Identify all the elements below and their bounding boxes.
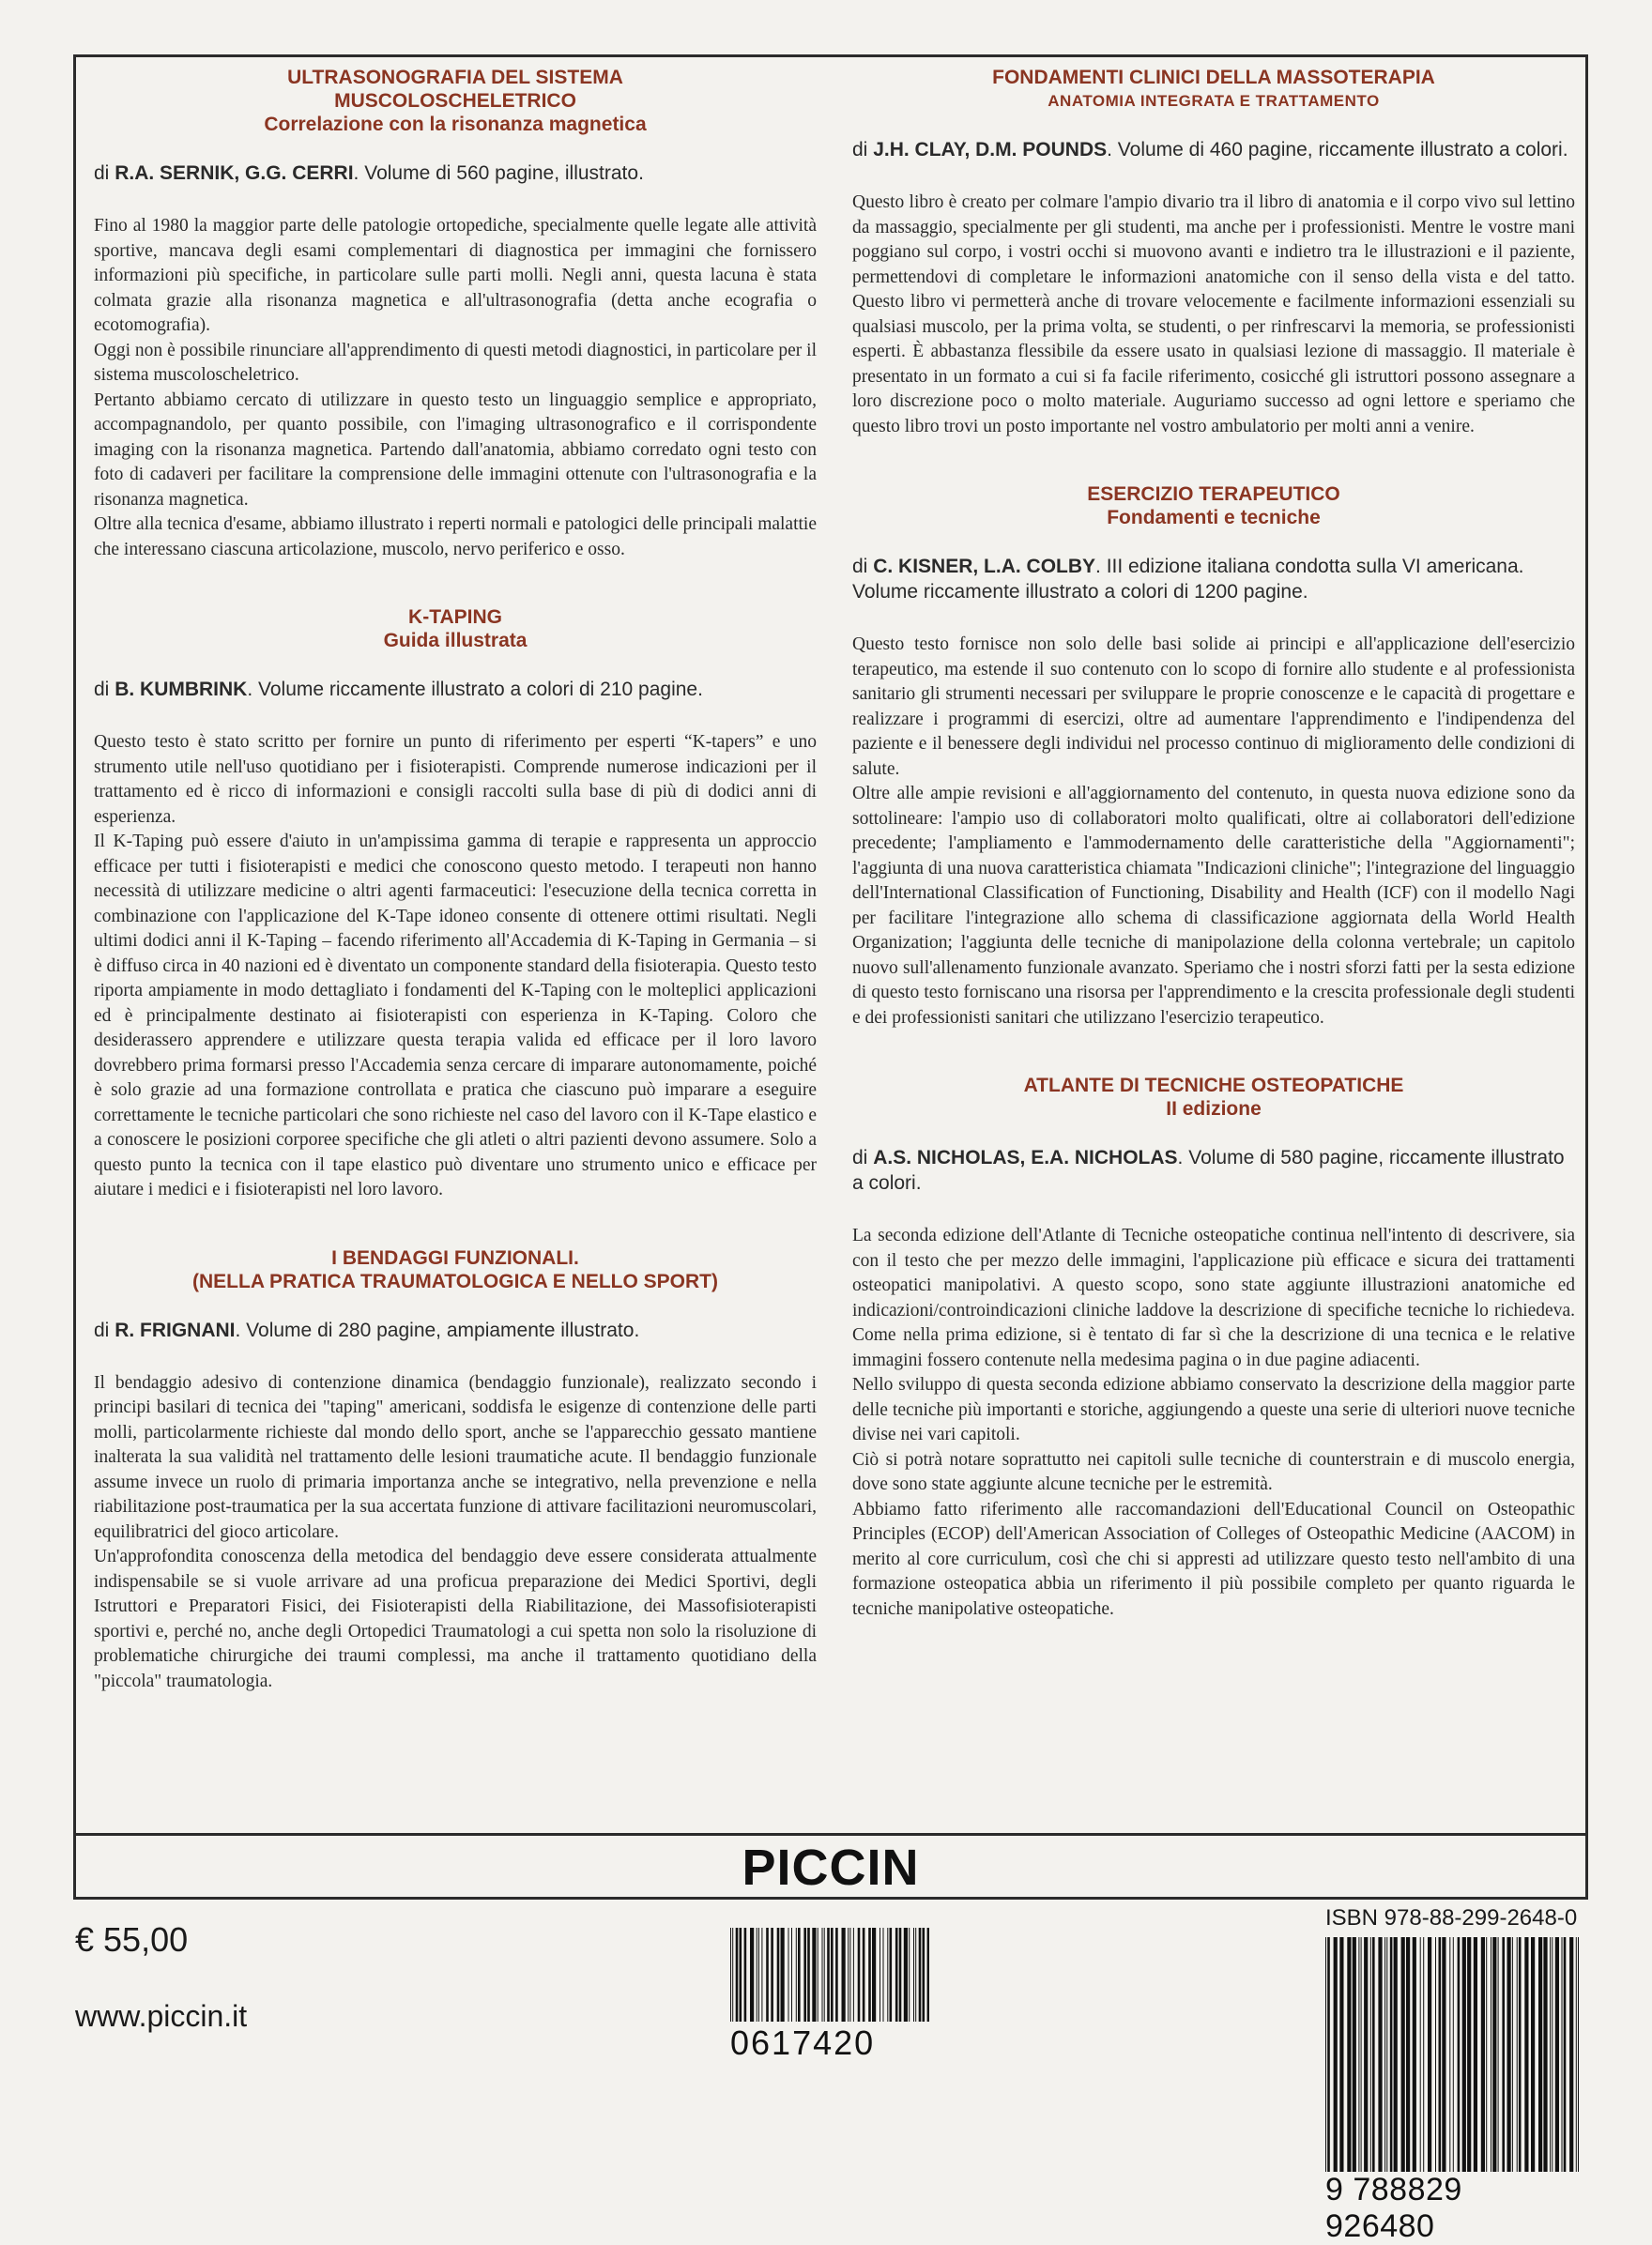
barcode-bar <box>1578 1937 1579 2172</box>
book-meta <box>852 137 1575 162</box>
meta-prefix: di <box>94 162 115 184</box>
book-authors: R.A. SERNIK, G.G. CERRI <box>115 162 354 184</box>
book-title-line: MUSCOLOSCHELETRICO <box>334 90 576 112</box>
book-authors: B. KUMBRINK <box>115 679 248 700</box>
book-description <box>852 191 1575 439</box>
barcode-bar <box>1449 1937 1450 2172</box>
barcode-bar <box>1474 1937 1477 2172</box>
book-entry <box>94 1246 817 1695</box>
barcode-bar <box>1498 1937 1499 2172</box>
book-details: . Volume di 560 pagine, illustrato. <box>353 162 644 184</box>
barcode-bar <box>858 1928 861 2022</box>
barcode-bar <box>872 1928 876 2022</box>
barcode-bar <box>777 1928 780 2022</box>
barcode-bar <box>761 1928 762 2022</box>
barcode-bar <box>1413 1937 1416 2172</box>
barcode-bar <box>1538 1937 1542 2172</box>
book-entry <box>94 66 817 562</box>
barcode-bar <box>1507 1937 1511 2172</box>
book-title-line: FONDAMENTI CLINICI DELLA MASSOTERAPIA <box>992 67 1435 88</box>
barcode-bar <box>1576 1937 1577 2172</box>
book-description <box>94 1371 817 1695</box>
barcode-bar <box>919 1928 922 2022</box>
barcode-bar <box>1406 1937 1410 2172</box>
barcode-bar <box>796 1928 797 2022</box>
barcode-bar <box>1390 1937 1393 2172</box>
barcode-icon <box>1325 1937 1581 2172</box>
barcode-bar <box>1420 1937 1421 2172</box>
barcode-bar <box>740 1928 742 2022</box>
book-description <box>852 633 1575 1031</box>
barcode-bar <box>812 1928 816 2022</box>
right-column <box>852 66 1575 1665</box>
barcode-bar <box>1372 1937 1375 2172</box>
barcode-bar <box>1550 1937 1551 2172</box>
book-title-line: ATLANTE DI TECNICHE OSTEOPATICHE <box>1023 1075 1404 1096</box>
isbn-label: ISBN 978-88-299-2648-0 <box>1325 1905 1578 1931</box>
paragraph: La seconda edizione dell'Atlante di Tecniche osteopatiche continua nell'intento di descrivere, sia con il testo che per mezzo delle immagini, l'applicazione più efficace e sicura dei trattamenti osteopatici manipolativi. A questo scopo, sono state aggiunte illustrazioni anatomiche ed indicazioni/controindicazioni cliniche laddove la descrizione di specifiche tecniche lo richiedeva. Come nella prima edizione, si è tentato di far sì che la descrizione di una tecnica e le relative immagini fossero contenute nella medesima pagina o in due pagine adiacenti. <box>852 1226 1575 1370</box>
barcode-bar <box>1458 1937 1461 2172</box>
book-title-line: K-TAPING <box>408 606 502 628</box>
book-details: . III edizione italiana condotta sulla VI americana. Volume riccamente illustrato a colori di 1200 pagine. <box>852 556 1524 603</box>
barcode-bar <box>842 1928 846 2022</box>
barcode-bar <box>1327 1937 1330 2172</box>
book-subtitle: II edizione <box>1166 1098 1262 1120</box>
barcode-bar <box>766 1928 769 2022</box>
meta-prefix: di <box>852 556 874 577</box>
book-description <box>94 730 817 1203</box>
barcode-bar <box>824 1928 825 2022</box>
barcode-bar <box>831 1928 834 2022</box>
paragraph: Ciò si potrà notare soprattutto nei capitoli sulle tecniche di counterstrain e di muscolo energia, dove sono state aggiunte alcune tecniche per le estremità. <box>852 1449 1575 1494</box>
barcode-bar <box>744 1928 747 2022</box>
book-subtitle: Fondamenti e tecniche <box>1107 507 1321 528</box>
barcode-bar <box>1386 1937 1387 2172</box>
barcode-bar <box>1378 1937 1382 2172</box>
barcode-bar <box>1325 1937 1326 2172</box>
barcode-bar <box>1462 1937 1466 2172</box>
barcode-bar <box>1555 1937 1559 2172</box>
book-entry <box>852 66 1575 439</box>
barcode-bar <box>750 1928 754 2022</box>
barcode-bar <box>798 1928 801 2022</box>
barcode-bar <box>1481 1937 1485 2172</box>
book-meta <box>852 1145 1575 1196</box>
paragraph: Oggi non è possibile rinunciare all'apprendimento di questi metodi diagnostici, in particolare per il sistema muscoloscheletrico. <box>94 340 817 385</box>
barcode-bar <box>1442 1937 1446 2172</box>
paragraph: Fino al 1980 la maggior parte delle patologie ortopediche, specialmente quelle legate alle attività sportive, mancava degli esami complementari di diagnostica per immagini che fornissero informazioni più specifiche, in particolare sulle parti molli. Negli anni, questa lacuna è stata colmata grazie alla risonanza magnetica e all'ultrasonografia (detta anche ecografia o ecotomografia). <box>94 216 817 335</box>
book-entry <box>852 1074 1575 1622</box>
barcode-bar <box>1524 1937 1528 2172</box>
book-meta <box>94 677 817 702</box>
left-column <box>94 66 817 1737</box>
book-details: . Volume di 580 pagine, riccamente illustrato a colori. <box>852 1147 1565 1194</box>
book-entry <box>94 605 817 1203</box>
meta-prefix: di <box>94 679 115 700</box>
book-details: . Volume di 460 pagine, riccamente illustrato a colori. <box>1107 139 1568 160</box>
barcode-bar <box>781 1928 785 2022</box>
paragraph: Pertanto abbiamo cercato di utilizzare in questo testo un linguaggio semplice e appropriato, accompagnandolo, per quanto possibile, con l'imaging ultrasonografico e il corrispondente imaging con la risonanza magnetica. Partendo dall'anatomia, abbiamo corredato ogni testo con foto di cadaveri per facilitare la comprensione delle immagini ottenute con l'ultrasonografia e la risonanza magnetica. <box>94 389 817 510</box>
barcode-bar <box>1467 1937 1471 2172</box>
paragraph: Questo testo è stato scritto per fornire un punto di riferimento per esperti “K-tapers” e uno strumento utile nell'uso quotidiano per i fisioterapisti. Comprende numerose indicazioni per il trattamento ed è ricco di informazioni e consigli raccolti sulla base di più di dodici anni di esperienza. <box>94 732 817 827</box>
barcode-bar <box>771 1928 773 2022</box>
barcode-bar <box>730 1928 731 2022</box>
barcode-bar <box>835 1928 838 2022</box>
barcode-bar <box>913 1928 914 2022</box>
book-authors: C. KISNER, L.A. COLBY <box>873 556 1096 577</box>
meta-prefix: di <box>852 139 874 160</box>
barcode-bar <box>736 1928 739 2022</box>
website-url[interactable]: www.piccin.it <box>75 1999 248 2033</box>
barcode-bar <box>1428 1937 1431 2172</box>
paragraph: Un'approfondita conoscenza della metodica del bendaggio deve essere considerata attualmente indispensabile se si vuole arrivare ad una proficua preparazione dei Medici Sportivi, degli Istruttori e Preparatori Fisici, dei Fisioterapisti della Riabilitazione, dei Massofisioterapisti sportivi e, perché no, anche degli Ortopedici Traumatologi a cui spetta non solo la risoluzione di problematiche chirurgiche dei traumi complessi, ma anche il trattamento quotidiano della "piccola" traumatologia. <box>94 1547 817 1691</box>
paragraph: Il bendaggio adesivo di contenzione dinamica (bendaggio funzionale), realizzato secondo i principi basilari di tecnica dei "taping" americani, soddisfa le esigenze di contenzione delle parti molli, particolarmente richieste dal mondo dello sport, anche se l'apparecchio gessato mantiene inalterata la sua validità nel trattamento delle lesioni traumatiche acute. Il bendaggio funzionale assume invece un ruolo di primaria importanza anche se integrativo, nella prevenzione e nella riabilitazione post-traumatica per la sua accertata funzione di attivare facilitazioni neuromuscolari, equilibratrici del gioco articolare. <box>94 1372 817 1542</box>
meta-prefix: di <box>852 1147 874 1168</box>
book-subtitle: Guida illustrata <box>383 630 528 651</box>
book-title-line: I BENDAGGI FUNZIONALI. <box>331 1246 579 1269</box>
barcode-bar <box>909 1928 910 2022</box>
book-title-line: ULTRASONOGRAFIA DEL SISTEMA <box>287 67 623 88</box>
barcode-bar <box>1370 1937 1371 2172</box>
barcode-bar <box>1394 1937 1398 2172</box>
meta-prefix: di <box>94 1319 115 1341</box>
barcode-bar <box>868 1928 871 2022</box>
book-title-line: (NELLA PRATICA TRAUMATOLOGICA E NELLO SPORT) <box>192 1270 718 1292</box>
barcode-bar <box>904 1928 908 2022</box>
barcode-bar <box>915 1928 916 2022</box>
barcode-bar <box>1552 1937 1553 2172</box>
internal-barcode-number: 0617420 <box>730 2024 876 2062</box>
barcode-bar <box>863 1928 865 2022</box>
paragraph: Abbiamo fatto riferimento alle raccomandazioni dell'Educational Council on Osteopathic Principles (ECOP) dell'American Association of Colleges of Osteopathic Medicine (AACOM) in merito al core curriculum, così che chi si appresti ad utilizzare questo testo nell'ambito di una formazione osteopatica abbia un riferimento il più possibile completo per quanto riguarda le tecniche manipolative osteopatiche. <box>852 1499 1575 1619</box>
barcode-bar <box>1562 1937 1563 2172</box>
book-details: . Volume riccamente illustrato a colori di 210 pagine. <box>247 679 703 700</box>
book-authors: R. FRIGNANI <box>115 1319 236 1341</box>
barcode-bar <box>1361 1937 1362 2172</box>
paragraph: Il K-Taping può essere d'aiuto in un'ampissima gamma di terapie e rappresenta un approccio efficace per tutti i fisioterapisti e medici che conoscono questo metodo. I terapeuti non hanno necessità di utilizzare medicine o altri agenti farmaceutici: l'esecuzione della tecnica corretta in combinazione con l'applicazione del K-Tape idoneo consente di ottenere ottimi risultati. Negli ultimi dodici anni il K-Taping – facendo riferimento all'Accademia di K-Taping in Germania – si è diffuso circa in 40 nazioni ed è diventato un componente standard della fisioterapia. Questo testo riporta ampiamente in modo dettagliato i fondamenti del K-Taping con le molteplici applicazioni ed è principalmente destinato ai fisioterapisti con esperienza in K-Taping. Coloro che desiderassero apprendere e utilizzare questa terapia valida ed efficace per il loro lavoro dovrebbero prima formarsi presso l'Accademia senza cercare di imparare autonomamente, poiché è solo grazie ad una formazione controllata e pratica che ciascuno può imparare a eseguire correttamente le tecniche particolari che sono richieste nel caso del lavoro con il K-Tape elastico e a conoscere le posizioni corporee specifiche che gli atleti o altri pazienti devono assumere. Solo a questo punto la tecnica con il tape elastico può diventare uno strumento unico e efficace per aiutare i medici e i fisioterapisti nel loro lavoro. <box>94 832 817 1199</box>
barcode-bar <box>1347 1937 1351 2172</box>
barcode-bar <box>890 1928 893 2022</box>
price-label: € 55,00 <box>75 1920 189 1959</box>
barcode-bar <box>822 1928 823 2022</box>
barcode-bar <box>1517 1937 1518 2172</box>
barcode-bar <box>895 1928 898 2022</box>
barcode-bar <box>1358 1937 1359 2172</box>
publisher-logo: PICCIN <box>742 1840 920 1896</box>
book-subtitle: ANATOMIA INTEGRATA E TRATTAMENTO <box>1048 92 1380 110</box>
book-meta <box>94 1318 817 1343</box>
book-meta <box>852 554 1575 604</box>
barcode-bar <box>1401 1937 1405 2172</box>
barcode-bar <box>827 1928 830 2022</box>
paragraph: Oltre alle ampie revisioni e all'aggiornamento del contenuto, in questa nuova edizione sono da sottolineare: l'ampio uso di collaboratori molto qualificati, oltre ai collaboratori dell'edizione precedente; l'ampliamento e l'ammodernamento delle caratteristiche della "Aggiornamenti"; l'aggiunta di una nuova caratteristica chiamata "Indicazioni cliniche"; l'integrazione del linguaggio dell'International Classification of Functioning, Disability and Health (ICF) con il modello Nagi per facilitare l'integrazione allo schema di classificazione aggiornata della World Health Organization; l'aggiunta delle tecniche di manipolazione della colonna vertebrale; un capitolo nuovo sull'allenamento funzionale avanzato. Speriamo che i nostri sforzi fatti per la sesta edizione di questo testo forniscano una risorsa per l'apprendimento e la crescita professionale degli studenti e dei professionisti sanitari che utilizzano l'esercizio terapeutico. <box>852 784 1575 1028</box>
barcode-bar <box>1339 1937 1343 2172</box>
isbn-barcode-number: 9 788829 926480 <box>1325 2172 1462 2244</box>
paragraph: Oltre alla tecnica d'esame, abbiamo illustrato i reperti normali e patologici delle principali malattie che interessano ciascuna articolazione, muscolo, nervo periferico e osso. <box>94 514 817 559</box>
barcode-bar <box>899 1928 902 2022</box>
internal-barcode <box>730 1928 929 2063</box>
barcode-bar <box>1353 1937 1356 2172</box>
barcode-bar <box>1364 1937 1368 2172</box>
barcode-icon <box>730 1928 929 2022</box>
barcode-bar <box>1531 1937 1535 2172</box>
isbn-barcode <box>1325 1937 1581 2245</box>
barcode-bar <box>1486 1937 1487 2172</box>
barcode-bar <box>1569 1937 1573 2172</box>
barcode-bar <box>758 1928 759 2022</box>
book-meta <box>94 160 817 186</box>
paragraph: Questo testo fornisce non solo delle basi solide ai principi e all'applicazione dell'esercizio terapeutico, ma estende il suo contenuto con lo scopo di fornire allo studente e al professionista sanitario gli strumenti necessari per sviluppare le proprie conoscenze e le capacità di progettare e realizzare i programmi di esercizi, oltre ad aumentare l'apprendimento e l'indipendenza del paziente e il benessere degli individui nel processo continuo di miglioramento delle condizioni di salute. <box>852 634 1575 779</box>
barcode-bar <box>927 1928 929 2022</box>
barcode-bar <box>803 1928 806 2022</box>
barcode-bar <box>849 1928 850 2022</box>
barcode-bar <box>1502 1937 1505 2172</box>
barcode-bar <box>1543 1937 1547 2172</box>
book-description <box>94 214 817 562</box>
barcode-bar <box>923 1928 925 2022</box>
book-title-line: ESERCIZIO TERAPEUTICO <box>1087 483 1340 505</box>
book-entry <box>852 482 1575 1031</box>
paragraph: Questo libro è creato per colmare l'ampio divario tra il libro di anatomia e il corpo vivo sul lettino da massaggio, specialmente per gli studenti, ma anche per i professionisti. Mentre le vostre mani poggiano sul corpo, i vostri occhi si muovono avanti e indietro tra le illustrazioni e il paziente, permettendovi di completare le informazioni anatomiche con il senso della vista e del tatto. Questo libro vi permetterà anche di trovare velocemente e facilmente informazioni essenziali su qualsiasi muscolo, per la prima volta, se studenti, o per rinfrescarvi la memoria, se professionisti esperti. È abbastanza flessibile da essere usato in qualsiasi lezione di massaggio. Il materiale è presentato in un formato a cui si fa facile riferimento, cosicché gli istruttori possono assegnare a loro discrezione poco o molto materiale. Auguriamo successo ad ogni lettore e speriamo che questo libro trovi un posto importante nel vostro ambulatorio per molti anni a venire. <box>852 192 1575 436</box>
barcode-bar <box>1334 1937 1338 2172</box>
barcode-bar <box>1453 1937 1454 2172</box>
barcode-bar <box>1439 1937 1442 2172</box>
barcode-bar <box>788 1928 789 2022</box>
barcode-bar <box>848 1928 849 2022</box>
paragraph: Nello sviluppo di questa seconda edizione abbiamo conservato la descrizione della maggior parte delle tecniche più importanti e storiche, aggiungendo a queste una serie di ulteriori nuove tecniche divise nei vari capitoli. <box>852 1375 1575 1444</box>
book-authors: J.H. CLAY, D.M. POUNDS <box>873 139 1108 160</box>
barcode-bar <box>1423 1937 1424 2172</box>
barcode-bar <box>1384 1937 1385 2172</box>
barcode-bar <box>1564 1937 1567 2172</box>
book-details: . Volume di 280 pagine, ampiamente illustrato. <box>235 1319 640 1341</box>
barcode-bar <box>807 1928 810 2022</box>
book-description <box>852 1224 1575 1622</box>
barcode-bar <box>887 1928 888 2022</box>
barcode-bar <box>1519 1937 1522 2172</box>
barcode-bar <box>853 1928 854 2022</box>
barcode-bar <box>791 1928 792 2022</box>
book-authors: A.S. NICHOLAS, E.A. NICHOLAS <box>873 1147 1178 1168</box>
book-subtitle: Correlazione con la risonanza magnetica <box>264 114 647 135</box>
barcode-bar <box>1492 1937 1496 2172</box>
barcode-bar <box>1512 1937 1513 2172</box>
barcode-bar <box>1435 1937 1436 2172</box>
barcode-bar <box>732 1928 733 2022</box>
barcode-bar <box>883 1928 884 2022</box>
